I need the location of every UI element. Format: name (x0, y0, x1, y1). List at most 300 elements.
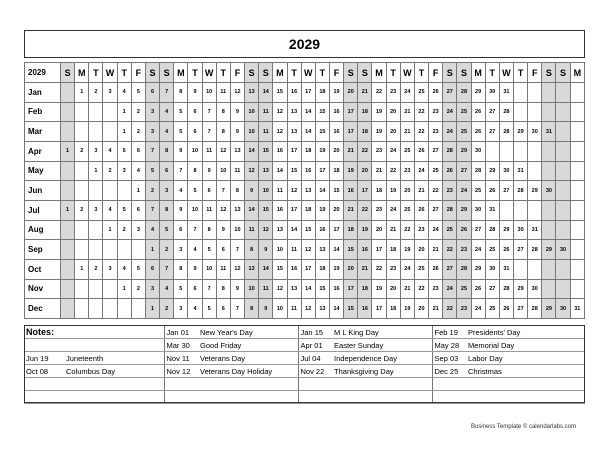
day-cell: 17 (329, 220, 343, 240)
day-cell: 20 (358, 161, 372, 181)
day-cell: 8 (216, 122, 230, 142)
notes-row (24, 339, 585, 352)
holiday-date: Jun 19 (24, 352, 64, 365)
empty-cell (514, 259, 528, 279)
weekday-header: M (570, 63, 584, 83)
weekday-header: M (372, 63, 386, 83)
month-label: Oct (25, 259, 61, 279)
day-cell: 2 (160, 240, 174, 260)
month-row (25, 259, 585, 279)
empty-cell (89, 102, 103, 122)
weekday-header: F (329, 63, 343, 83)
holiday-date: Mar 30 (164, 339, 198, 352)
day-cell: 27 (443, 83, 457, 103)
notes-row (24, 391, 585, 404)
empty-cell (542, 141, 556, 161)
day-cell: 28 (457, 259, 471, 279)
day-cell: 26 (443, 161, 457, 181)
day-cell: 10 (245, 279, 259, 299)
empty-cell (485, 141, 499, 161)
day-cell: 5 (174, 122, 188, 142)
day-cell: 12 (259, 220, 273, 240)
day-cell: 20 (344, 83, 358, 103)
day-cell: 26 (414, 200, 428, 220)
day-cell: 4 (188, 240, 202, 260)
day-cell: 13 (287, 279, 301, 299)
day-cell: 5 (174, 102, 188, 122)
day-cell: 20 (414, 299, 428, 319)
day-cell: 17 (372, 240, 386, 260)
day-cell: 28 (471, 161, 485, 181)
day-cell: 19 (315, 200, 329, 220)
day-cell: 8 (230, 181, 244, 201)
day-cell: 23 (372, 200, 386, 220)
weekday-header: W (499, 63, 513, 83)
day-cell: 7 (202, 122, 216, 142)
day-cell: 24 (400, 83, 414, 103)
day-cell: 12 (301, 240, 315, 260)
day-cell: 25 (457, 102, 471, 122)
day-cell: 24 (457, 181, 471, 201)
weekday-header: W (301, 63, 315, 83)
day-cell: 26 (429, 259, 443, 279)
day-cell: 12 (287, 181, 301, 201)
holiday-name: New Year's Day (198, 326, 298, 339)
day-cell: 22 (443, 299, 457, 319)
day-cell: 28 (528, 299, 542, 319)
empty-cell (542, 200, 556, 220)
day-cell: 27 (499, 181, 513, 201)
month-row (25, 102, 585, 122)
month-label: Dec (25, 299, 61, 319)
empty-cell (499, 200, 513, 220)
day-cell: 22 (372, 83, 386, 103)
empty-cell (89, 220, 103, 240)
day-cell: 15 (259, 200, 273, 220)
day-cell: 2 (131, 102, 145, 122)
day-cell: 13 (230, 200, 244, 220)
day-cell: 25 (400, 200, 414, 220)
holiday-name: Columbus Day (64, 365, 164, 378)
day-cell: 10 (245, 102, 259, 122)
empty-cell (514, 141, 528, 161)
day-cell: 3 (145, 279, 159, 299)
calendar-title: 2029 (24, 30, 585, 58)
weekday-header: T (117, 63, 131, 83)
day-cell: 27 (429, 200, 443, 220)
day-cell: 15 (315, 122, 329, 142)
day-cell: 8 (202, 220, 216, 240)
day-cell: 12 (273, 122, 287, 142)
day-cell: 29 (528, 181, 542, 201)
empty-cell (570, 141, 584, 161)
day-cell: 21 (414, 181, 428, 201)
day-cell: 5 (188, 181, 202, 201)
day-cell: 6 (131, 200, 145, 220)
weekday-header: M (75, 63, 89, 83)
day-cell: 4 (103, 141, 117, 161)
empty-cell (61, 83, 75, 103)
day-cell: 8 (245, 240, 259, 260)
day-cell: 8 (160, 200, 174, 220)
holiday-date: May 28 (432, 339, 466, 352)
month-row (25, 181, 585, 201)
day-cell: 7 (160, 259, 174, 279)
empty-cell (570, 161, 584, 181)
empty-cell (528, 200, 542, 220)
empty-cell (556, 83, 570, 103)
day-cell: 10 (273, 299, 287, 319)
day-cell: 1 (117, 279, 131, 299)
day-cell: 5 (160, 220, 174, 240)
month-label: May (25, 161, 61, 181)
day-cell: 28 (457, 83, 471, 103)
day-cell: 3 (103, 83, 117, 103)
weekday-header: S (457, 63, 471, 83)
day-cell: 18 (358, 102, 372, 122)
day-cell: 29 (471, 259, 485, 279)
weekday-header: F (131, 63, 145, 83)
day-cell: 25 (429, 161, 443, 181)
empty-cell (131, 299, 145, 319)
day-cell: 29 (457, 141, 471, 161)
day-cell: 14 (329, 299, 343, 319)
day-cell: 8 (174, 83, 188, 103)
day-cell: 14 (315, 181, 329, 201)
day-cell: 8 (245, 299, 259, 319)
day-cell: 16 (358, 240, 372, 260)
empty-cell (61, 181, 75, 201)
empty-cell (61, 240, 75, 260)
day-cell: 27 (485, 279, 499, 299)
day-cell: 22 (400, 220, 414, 240)
empty-cell (528, 141, 542, 161)
day-cell: 25 (414, 259, 428, 279)
empty-cell (542, 102, 556, 122)
day-cell: 14 (287, 220, 301, 240)
day-cell: 25 (485, 240, 499, 260)
day-cell: 11 (202, 141, 216, 161)
empty-cell (542, 279, 556, 299)
day-cell: 28 (443, 141, 457, 161)
day-cell: 16 (329, 122, 343, 142)
holiday-date: Jan 01 (164, 326, 198, 339)
empty-cell (89, 299, 103, 319)
day-cell: 23 (429, 122, 443, 142)
empty-cell (542, 259, 556, 279)
weekday-header: T (287, 63, 301, 83)
day-cell: 23 (386, 259, 400, 279)
holiday-name: Labor Day (466, 352, 585, 365)
day-cell: 12 (216, 200, 230, 220)
day-cell: 14 (245, 200, 259, 220)
weekday-header: S (542, 63, 556, 83)
notes-blank (298, 378, 432, 391)
day-cell: 19 (372, 122, 386, 142)
day-cell: 12 (301, 299, 315, 319)
day-cell: 20 (414, 240, 428, 260)
day-cell: 16 (344, 181, 358, 201)
day-cell: 7 (145, 141, 159, 161)
day-cell: 28 (514, 181, 528, 201)
holiday-date: Sep 03 (432, 352, 466, 365)
day-cell: 18 (301, 141, 315, 161)
day-cell: 8 (216, 102, 230, 122)
day-cell: 21 (386, 220, 400, 240)
day-cell: 28 (499, 102, 513, 122)
day-cell: 15 (259, 141, 273, 161)
weekday-header: S (145, 63, 159, 83)
day-cell: 21 (400, 102, 414, 122)
day-cell: 19 (386, 181, 400, 201)
day-cell: 27 (429, 141, 443, 161)
month-row (25, 141, 585, 161)
day-cell: 19 (329, 83, 343, 103)
day-cell: 17 (287, 141, 301, 161)
day-cell: 18 (315, 83, 329, 103)
day-cell: 3 (89, 141, 103, 161)
day-cell: 2 (145, 181, 159, 201)
month-label: Apr (25, 141, 61, 161)
notes-row (24, 378, 585, 391)
day-cell: 4 (131, 161, 145, 181)
day-cell: 25 (457, 279, 471, 299)
day-cell: 6 (145, 259, 159, 279)
day-cell: 19 (372, 102, 386, 122)
day-cell: 27 (443, 259, 457, 279)
day-cell: 14 (301, 102, 315, 122)
day-cell: 9 (230, 102, 244, 122)
day-cell: 11 (216, 259, 230, 279)
holiday-date: Oct 08 (24, 365, 64, 378)
day-cell: 26 (485, 181, 499, 201)
day-cell: 5 (202, 240, 216, 260)
day-cell: 26 (499, 299, 513, 319)
day-cell: 20 (344, 259, 358, 279)
day-cell: 9 (216, 220, 230, 240)
day-cell: 29 (485, 161, 499, 181)
empty-cell (570, 102, 584, 122)
day-cell: 19 (344, 161, 358, 181)
day-cell: 30 (556, 299, 570, 319)
day-cell: 26 (471, 122, 485, 142)
day-cell: 18 (386, 240, 400, 260)
day-cell: 19 (358, 220, 372, 240)
day-cell: 30 (528, 279, 542, 299)
weekday-header: S (160, 63, 174, 83)
day-cell: 30 (485, 83, 499, 103)
day-cell: 14 (301, 279, 315, 299)
day-cell: 22 (414, 102, 428, 122)
day-cell: 18 (344, 220, 358, 240)
weekday-header: S (443, 63, 457, 83)
day-cell: 24 (386, 200, 400, 220)
empty-cell (89, 181, 103, 201)
empty-cell (117, 181, 131, 201)
day-cell: 20 (386, 102, 400, 122)
day-cell: 19 (372, 279, 386, 299)
day-cell: 2 (75, 141, 89, 161)
month-label: Feb (25, 102, 61, 122)
day-cell: 3 (174, 240, 188, 260)
day-cell: 30 (514, 220, 528, 240)
day-cell: 24 (471, 299, 485, 319)
day-cell: 13 (230, 141, 244, 161)
day-cell: 10 (216, 161, 230, 181)
empty-cell (75, 279, 89, 299)
day-cell: 1 (61, 200, 75, 220)
day-cell: 9 (245, 181, 259, 201)
day-cell: 2 (89, 83, 103, 103)
day-cell: 21 (429, 299, 443, 319)
holiday-name: Good Friday (198, 339, 298, 352)
day-cell: 10 (202, 83, 216, 103)
day-cell: 29 (542, 240, 556, 260)
empty-cell (61, 279, 75, 299)
day-cell: 14 (245, 141, 259, 161)
day-cell: 18 (358, 122, 372, 142)
month-row (25, 220, 585, 240)
empty-cell (528, 83, 542, 103)
day-cell: 13 (287, 122, 301, 142)
empty-cell (117, 299, 131, 319)
empty-cell (542, 83, 556, 103)
weekday-header-row (25, 63, 585, 83)
empty-cell (103, 299, 117, 319)
empty-cell (75, 122, 89, 142)
day-cell: 13 (301, 181, 315, 201)
empty-cell (528, 102, 542, 122)
day-cell: 3 (103, 259, 117, 279)
day-cell: 2 (117, 220, 131, 240)
day-cell: 16 (329, 279, 343, 299)
day-cell: 23 (414, 220, 428, 240)
day-cell: 9 (188, 259, 202, 279)
day-cell: 26 (499, 240, 513, 260)
empty-cell (75, 240, 89, 260)
day-cell: 21 (358, 83, 372, 103)
day-cell: 1 (75, 83, 89, 103)
day-cell: 7 (216, 181, 230, 201)
weekday-header: T (386, 63, 400, 83)
empty-cell (570, 259, 584, 279)
month-label: Sep (25, 240, 61, 260)
empty-cell (61, 122, 75, 142)
day-cell: 5 (131, 83, 145, 103)
day-cell: 14 (301, 122, 315, 142)
empty-cell (556, 259, 570, 279)
day-cell: 4 (188, 299, 202, 319)
day-cell: 9 (259, 299, 273, 319)
empty-cell (556, 200, 570, 220)
day-cell: 7 (202, 279, 216, 299)
empty-cell (514, 102, 528, 122)
holiday-name: Independence Day (332, 352, 432, 365)
day-cell: 25 (443, 220, 457, 240)
day-cell: 30 (499, 161, 513, 181)
day-cell: 31 (542, 122, 556, 142)
month-label: Mar (25, 122, 61, 142)
month-label: Jun (25, 181, 61, 201)
day-cell: 13 (315, 299, 329, 319)
empty-cell (61, 102, 75, 122)
day-cell: 25 (485, 299, 499, 319)
day-cell: 13 (245, 83, 259, 103)
day-cell: 24 (386, 141, 400, 161)
day-cell: 7 (230, 299, 244, 319)
day-cell: 29 (542, 299, 556, 319)
month-label: Jul (25, 200, 61, 220)
empty-cell (528, 259, 542, 279)
day-cell: 22 (358, 200, 372, 220)
empty-cell (103, 181, 117, 201)
empty-cell (103, 240, 117, 260)
day-cell: 7 (174, 161, 188, 181)
weekday-header: T (315, 63, 329, 83)
day-cell: 30 (471, 141, 485, 161)
day-cell: 23 (400, 161, 414, 181)
day-cell: 17 (344, 279, 358, 299)
day-cell: 24 (443, 102, 457, 122)
weekday-header: W (400, 63, 414, 83)
weekday-header: T (414, 63, 428, 83)
notes-row (24, 365, 585, 378)
empty-cell (61, 220, 75, 240)
empty-cell (556, 220, 570, 240)
day-cell: 14 (259, 83, 273, 103)
day-cell: 15 (344, 240, 358, 260)
day-cell: 6 (216, 240, 230, 260)
footer-credit: Business Template © calendarlabs.com (470, 424, 576, 430)
day-cell: 31 (485, 200, 499, 220)
day-cell: 11 (287, 240, 301, 260)
day-cell: 18 (372, 181, 386, 201)
empty-cell (131, 240, 145, 260)
day-cell: 3 (89, 200, 103, 220)
day-cell: 1 (117, 102, 131, 122)
weekday-header: S (556, 63, 570, 83)
holiday-name: Christmas (466, 365, 585, 378)
day-cell: 24 (414, 161, 428, 181)
day-cell: 2 (75, 200, 89, 220)
holiday-date: Nov 11 (164, 352, 198, 365)
day-cell: 4 (160, 279, 174, 299)
day-cell: 20 (329, 200, 343, 220)
day-cell: 14 (329, 240, 343, 260)
day-cell: 9 (188, 83, 202, 103)
empty-cell (556, 161, 570, 181)
empty-cell (103, 102, 117, 122)
empty-cell (514, 200, 528, 220)
day-cell: 2 (160, 299, 174, 319)
notes-table (24, 325, 585, 404)
day-cell: 13 (245, 259, 259, 279)
day-cell: 31 (570, 299, 584, 319)
day-cell: 7 (188, 220, 202, 240)
day-cell: 22 (386, 161, 400, 181)
day-cell: 17 (287, 200, 301, 220)
day-cell: 10 (259, 181, 273, 201)
day-cell: 17 (301, 259, 315, 279)
weekday-header: T (216, 63, 230, 83)
day-cell: 10 (188, 141, 202, 161)
day-cell: 26 (457, 220, 471, 240)
day-cell: 9 (174, 141, 188, 161)
weekday-header: T (485, 63, 499, 83)
month-label: Aug (25, 220, 61, 240)
empty-cell (570, 279, 584, 299)
day-cell: 27 (514, 240, 528, 260)
